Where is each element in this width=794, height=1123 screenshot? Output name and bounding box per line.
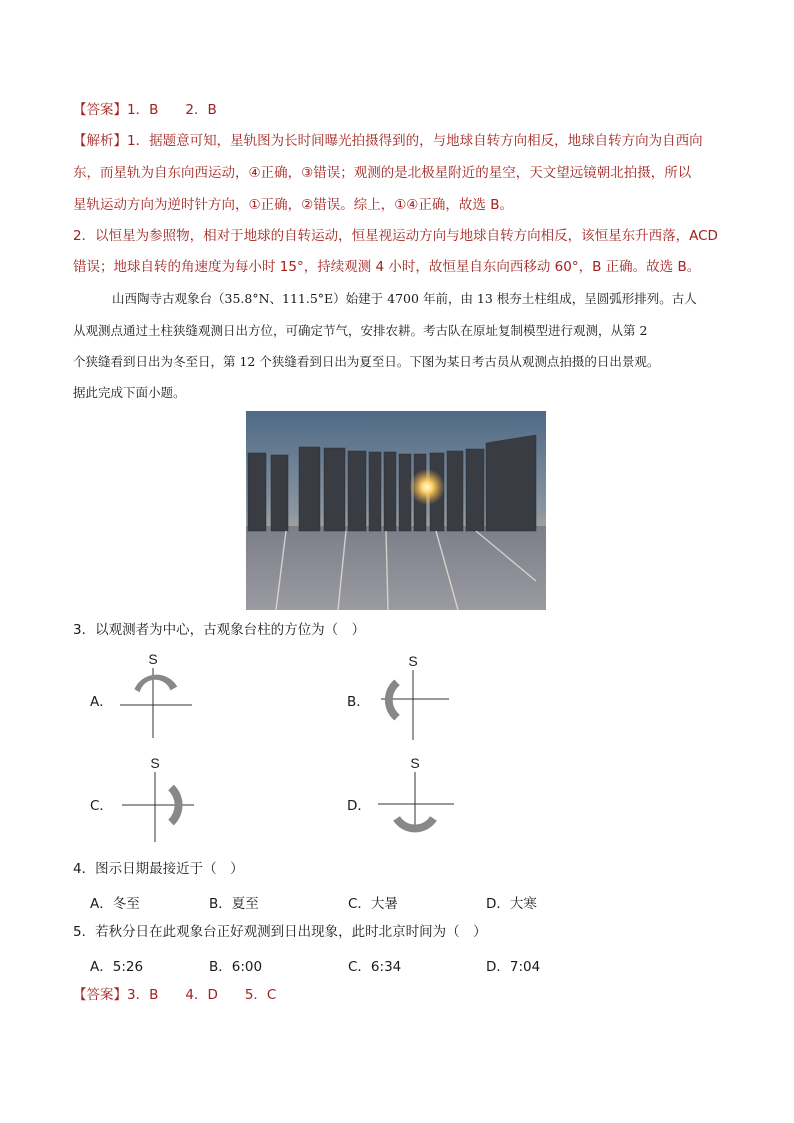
q5-choice-a[interactable]: A．5:26 [90, 959, 144, 975]
answer-tag: 【答案】 [73, 102, 127, 118]
question-5-stem: 5．若秋分日在此观象台正好观测到日出现象，此时北京时间为（ ） [73, 924, 487, 940]
sunrise-photo [246, 411, 546, 610]
answer-text: 1．B 2．B [127, 102, 217, 118]
answer-line-1 [73, 101, 217, 119]
passage-line-4: 据此完成下面小题。 [73, 385, 186, 400]
svg-text:S: S [408, 653, 418, 669]
passage-line-1: 山西陶寺古观象台（35.8°N、111.5°E）始建于 4700 年前，由 13 根夯土柱组成，呈圆弧形排列。古人 [112, 291, 697, 306]
analysis-line-1: 【解析】1．据题意可知，星轨图为长时间曝光拍摄得到的，与地球自转方向相反，地球自转方向为自西向 [73, 133, 703, 149]
option-d[interactable] [347, 752, 467, 848]
option-b-diagram [347, 650, 467, 746]
option-b-label: B． [347, 694, 370, 710]
question-3-stem: 3．以观测者为中心，古观象台柱的方位为（ ） [73, 622, 366, 638]
option-a-diagram [90, 648, 210, 744]
option-c[interactable] [90, 752, 210, 848]
passage-line-2: 从观测点通过土柱狭缝观测日出方位，可确定节气，安排农耕。考古队在原址复制模型进行观测，从第 2 [73, 323, 648, 338]
option-a-label: A． [90, 694, 113, 710]
answer-tag: 【答案】 [73, 987, 127, 1003]
option-c-label: C． [90, 798, 113, 814]
q5-choice-c[interactable]: C．6:34 [348, 959, 402, 975]
analysis-line-4: 2．以恒星为参照物，相对于地球的自转运动，恒星视运动方向与地球自转方向相反，该恒星东升西落，ACD [73, 228, 718, 244]
answer-text: 3．B 4．D 5．C [127, 987, 277, 1003]
answer-line-2 [73, 986, 276, 1004]
option-c-diagram [90, 752, 210, 848]
option-a[interactable] [90, 648, 210, 744]
option-d-label: D． [347, 798, 371, 814]
svg-text:S: S [148, 651, 158, 667]
option-d-diagram [347, 752, 467, 848]
question-4-stem: 4．图示日期最接近于（ ） [73, 861, 244, 877]
svg-text:S: S [150, 755, 160, 771]
analysis-line-2: 东，而星轨为自东向西运动，④正确，③错误；观测的是北极星附近的星空，天文望远镜朝北拍摄，所以 [73, 165, 692, 181]
q4-choice-c[interactable]: C．大暑 [348, 896, 398, 912]
q4-choice-d[interactable]: D．大寒 [486, 896, 537, 912]
q4-choice-a[interactable]: A．冬至 [90, 896, 140, 912]
q4-choice-b[interactable]: B．夏至 [209, 896, 259, 912]
analysis-tag: 【解析】 [73, 133, 127, 149]
passage-line-3: 个狭缝看到日出为冬至日，第 12 个狭缝看到日出为夏至日。下图为某日考古员从观测点拍摄的日出景观。 [73, 354, 660, 369]
q5-choice-b[interactable]: B．6:00 [209, 959, 263, 975]
svg-text:S: S [410, 755, 420, 771]
analysis-line-5: 错误；地球自转的角速度为每小时 15°，持续观测 4 小时，故恒星自东向西移动 60°，B 正确。故选 B。 [73, 259, 701, 275]
q5-choice-d[interactable]: D．7:04 [486, 959, 541, 975]
analysis-line-3: 星轨运动方向为逆时针方向，①正确，②错误。综上，①④正确，故选 B。 [73, 197, 513, 213]
observatory-sunrise-image [246, 411, 546, 610]
option-b[interactable] [347, 650, 467, 746]
